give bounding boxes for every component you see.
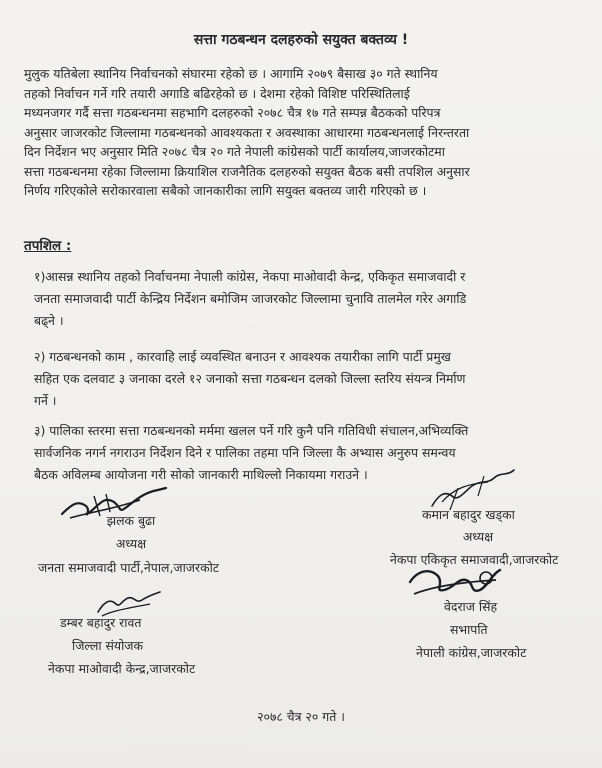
intro-paragraph [24, 64, 584, 201]
decision-point-1 [34, 266, 574, 332]
document-date: २०७८ चैत्र २० गते । [257, 709, 345, 724]
intro-line: अनुसार जाजरकोट जिल्लामा गठबन्धनको आवश्यकता र अवस्थाका आधारमा गठबन्धनलाई निरन्तरता [24, 124, 470, 140]
point-line: गर्ने । [34, 393, 57, 408]
intro-line: तहको निर्वाचन गर्ने गरि तयारी अगाडि बढिरहेको छ । देशमा रहेको विशिष्ट परिस्थितिलाई [24, 85, 410, 101]
signatory-left1-role: अध्यक्ष [115, 536, 147, 551]
tapasil-heading: तपशिल : [24, 238, 72, 254]
point-line: सार्वजनिक नगर्न नगराउन निर्देशन दिने र पालिका तहमा पनि जिल्ला कै अभ्यास अनुरुप समन्वय [34, 445, 456, 460]
signatory-right2-party: नेपाली कांग्रेस,जाजरकोट [416, 645, 527, 660]
signatory-left1-name: झलक बुढा [106, 513, 156, 528]
signatory-left2-name: डम्बर बहादुर रावत [60, 615, 142, 630]
signatory-left1-party: जनता समाजवादी पार्टी,नेपाल,जाजरकोट [38, 560, 220, 575]
point-line: जनता समाजवादी पार्टी केन्द्रिय निर्देशन बमोजिम जाजरकोट जिल्लामा चुनावि तालमेल गरेर अगाडि [34, 291, 467, 306]
intro-line: मध्यनजगर गर्दै सत्ता गठबन्धनमा सहभागि दलहरुको २०७८ चैत्र १७ गते सम्पन्न बैठकको परिपत्र [24, 105, 441, 120]
point-line: १)आसन्न स्थानिय तहको निर्वाचनमा नेपाली कांग्रेस, नेकपा माओवादी केन्द्र, एकिकृत समाजवादी र [34, 269, 466, 284]
intro-line: मुलुक यतिबेला स्थानिय निर्वाचनको संघारमा रहेको छ । आगामि २०७९ बैसाख ३० गते स्थानिय [24, 66, 438, 81]
decision-point-2 [34, 346, 574, 412]
document-title: सत्ता गठबन्धन दलहरुको सयुक्त बक्तव्य ! [193, 32, 409, 48]
signatory-right2-name: वेदराज सिंह [444, 599, 498, 614]
point-line: ३) पालिका स्तरमा सत्ता गठबन्धनको मर्ममा खलल पर्ने गरि कुनै पनि गतिविधी संचालन,अभिव्यक्ति [34, 423, 469, 438]
intro-line: निर्णय गरिएकोले सरोकारवाला सबैको जानकारीका लागि सयुक्त बक्तव्य जारी गरिएको छ । [24, 183, 427, 198]
point-line: बढ्ने । [34, 313, 64, 328]
intro-line: दिन निर्देशन भए अनुसार मिति २०७८ चैत्र २० गते नेपाली कांग्रेसको पार्टी कार्यालय,जाजरकोटमा [24, 144, 445, 159]
point-line: २) गठबन्धनको काम , कारवाहि लाई व्यवस्थित बनाउन र आवश्यक तयारीका लागि पार्टी प्रमुख [34, 349, 451, 364]
point-line: बैठक अविलम्ब आयोजना गरी सोको जानकारी माथिल्लो निकायमा गराउने । [34, 467, 368, 482]
signatory-right1-name: कमान बहादुर खड्का [422, 507, 515, 522]
signatory-right1-party: नेकपा एकिकृत समाजवादी,जाजरकोट [390, 552, 559, 567]
intro-line: सत्ता गठबन्धनमा रहेका जिल्लामा क्रियाशिल राजनैतिक दलहरुको सयुक्त बैठक बसी तपशिल अनुसार [24, 163, 470, 179]
signatory-left2-role: जिल्ला संयोजक [72, 638, 144, 653]
signatory-right1-role: अध्यक्ष [462, 529, 494, 544]
point-line: सहित एक दलवाट ३ जनाका दरले १२ जनाको सत्ता गठबन्धन दलको जिल्ला स्तरिय संयन्त्र निर्माण [34, 371, 466, 386]
signatory-left2-party: नेकपा माओवादी केन्द्र,जाजरकोट [48, 661, 196, 676]
signatory-right2-role: सभापति [450, 622, 488, 637]
